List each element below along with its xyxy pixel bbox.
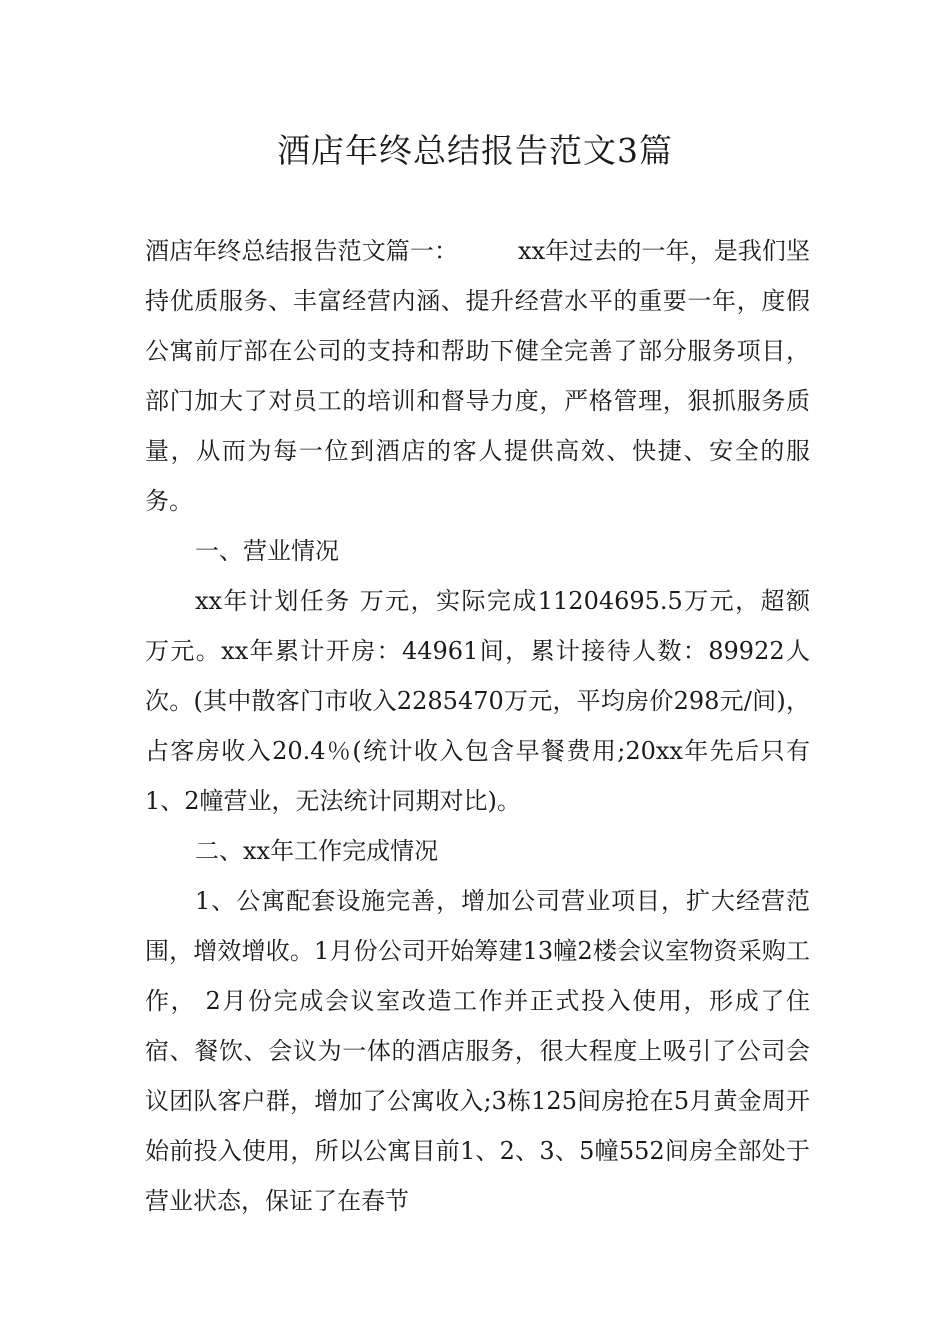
- intro-label: 酒店年终总结报告范文篇一：: [145, 237, 459, 265]
- intro-text: xx年过去的一年，是我们坚持优质服务、丰富经营内涵、提升经营水平的重要一年，度假公寓前厅部在公司的支持和帮助下健全完善了部分服务项目，部门加大了对员工的培训和督导力度，严格管理，狠抓服务质量，从而为每一位到酒店的客人提供高效、快捷、安全的服务。: [145, 237, 810, 515]
- section-paragraph-business: xx年计划任务 万元，实际完成11204695.5万元，超额 万元。xx年累计开房：44961间，累计接待人数：89922人次。(其中散客门市收入2285470万元，平均房价298元/间)，占客房收入20.4％(统计收入包含早餐费用;20xx年先后只有1、2幢营业，无法统计同期对比)。: [145, 587, 810, 815]
- section-paragraph-work: 1、公寓配套设施完善，增加公司营业项目，扩大经营范围，增效增收。1月份公司开始筹建13幢2楼会议室物资采购工作， 2月份完成会议室改造工作并正式投入使用，形成了住宿、餐饮、会议为一体的酒店服务，很大程度上吸引了公司会议团队客户群，增加了公寓收入;3栋125间房抢在5月黄金周开始前投入使用，所以公寓目前1、2、3、5幢552间房全部处于营业状态，保证了在春节: [145, 887, 810, 1215]
- intro-paragraph: [145, 226, 810, 526]
- section-heading-work: 二、xx年工作完成情况: [195, 837, 439, 865]
- document-title: 酒店年终总结报告范文3篇: [277, 131, 673, 170]
- document-body: [145, 226, 810, 1226]
- section-heading-business: 一、营业情况: [195, 537, 339, 565]
